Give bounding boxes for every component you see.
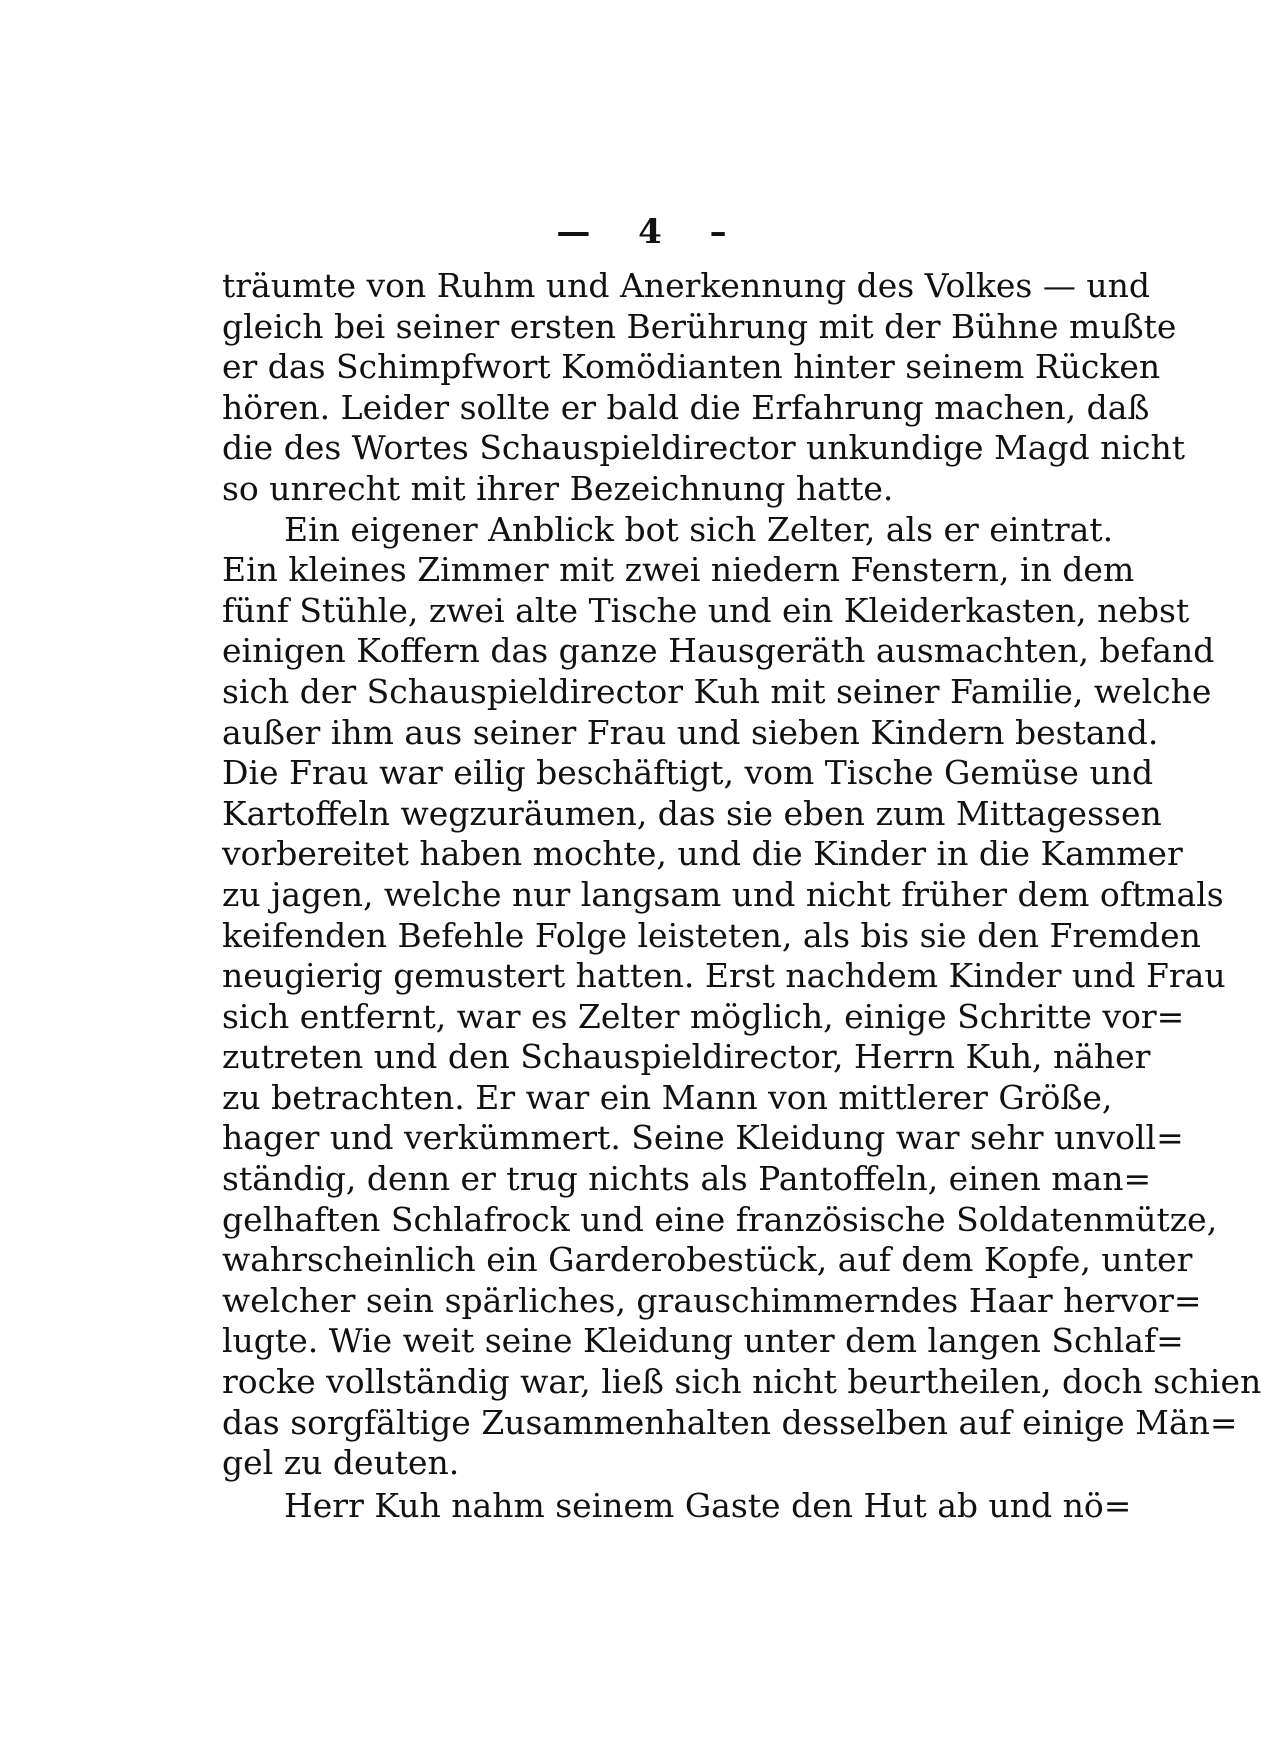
text-line: gel zu deuten. (222, 1443, 460, 1483)
body-text (222, 266, 1261, 1526)
text-line: lugte. Wie weit seine Kleidung unter dem langen Schlaf= (222, 1321, 1184, 1361)
text-line: er das Schimpfwort Komödianten hinter seinem Rücken (222, 347, 1161, 387)
text-line: das sorgfältige Zusammenhalten desselben auf einige Män= (222, 1402, 1238, 1442)
text-line: fünf Stühle, zwei alte Tische und ein Kleiderkasten, nebst (222, 590, 1190, 630)
text-line: zu betrachten. Er war ein Mann von mittlerer Größe, (222, 1077, 1113, 1117)
text-line: gelhaften Schlafrock und eine französische Soldatenmütze, (222, 1199, 1218, 1239)
text-line: einigen Koffern das ganze Hausgeräth ausmachten, befand (222, 631, 1215, 671)
text-line: keifenden Befehle Folge leisteten, als bis sie den Fremden (222, 915, 1201, 955)
text-line: Ein eigener Anblick bot sich Zelter, als er eintrat. (284, 509, 1114, 549)
text-line: hören. Leider sollte er bald die Erfahrung machen, daß (222, 387, 1150, 427)
text-line: außer ihm aus seiner Frau und sieben Kindern bestand. (222, 712, 1159, 752)
paragraph-2 (222, 509, 1261, 1484)
text-line: hager und verkümmert. Seine Kleidung war sehr unvoll= (222, 1118, 1184, 1158)
text-line: sich der Schauspieldirector Kuh mit seiner Familie, welche (222, 671, 1212, 711)
text-line: träumte von Ruhm und Anerkennung des Volkes — und (222, 266, 1150, 305)
text-line: die des Wortes Schauspieldirector unkundige Magd nicht (222, 428, 1185, 468)
text-line: neugierig gemustert hatten. Erst nachdem Kinder und Frau (222, 956, 1226, 996)
text-line: so unrecht mit ihrer Bezeichnung hatte. (222, 468, 894, 508)
text-line: zu jagen, welche nur langsam und nicht früher dem oftmals (222, 874, 1224, 914)
paragraph-1 (222, 266, 1185, 510)
text-line: Kartoffeln wegzuräumen, das sie eben zum Mittagessen (222, 793, 1162, 833)
text-line: welcher sein spärliches, grauschimmerndes Haar hervor= (222, 1280, 1202, 1320)
text-line: Die Frau war eilig beschäftigt, vom Tische Gemüse und (222, 753, 1154, 793)
text-line: gleich bei seiner ersten Berührung mit der Bühne mußte (222, 306, 1177, 346)
page-number: — 4 – (556, 212, 745, 252)
text-line: wahrscheinlich ein Garderobestück, auf dem Kopfe, unter (222, 1240, 1193, 1280)
text-line: Herr Kuh nahm seinem Gaste den Hut ab und nö= (284, 1485, 1132, 1525)
text-line: zutreten und den Schauspieldirector, Herrn Kuh, näher (222, 1037, 1151, 1077)
text-line: ständig, denn er trug nichts als Pantoffeln, einen man= (222, 1159, 1152, 1199)
text-line: sich entfernt, war es Zelter möglich, einige Schritte vor= (222, 996, 1185, 1036)
text-line: rocke vollständig war, ließ sich nicht beurtheilen, doch schien (222, 1362, 1261, 1402)
text-line: Ein kleines Zimmer mit zwei niedern Fenstern, in dem (222, 550, 1135, 590)
paragraph-3 (222, 1485, 1132, 1527)
text-line: vorbereitet haben mochte, und die Kinder in die Kammer (222, 834, 1183, 874)
